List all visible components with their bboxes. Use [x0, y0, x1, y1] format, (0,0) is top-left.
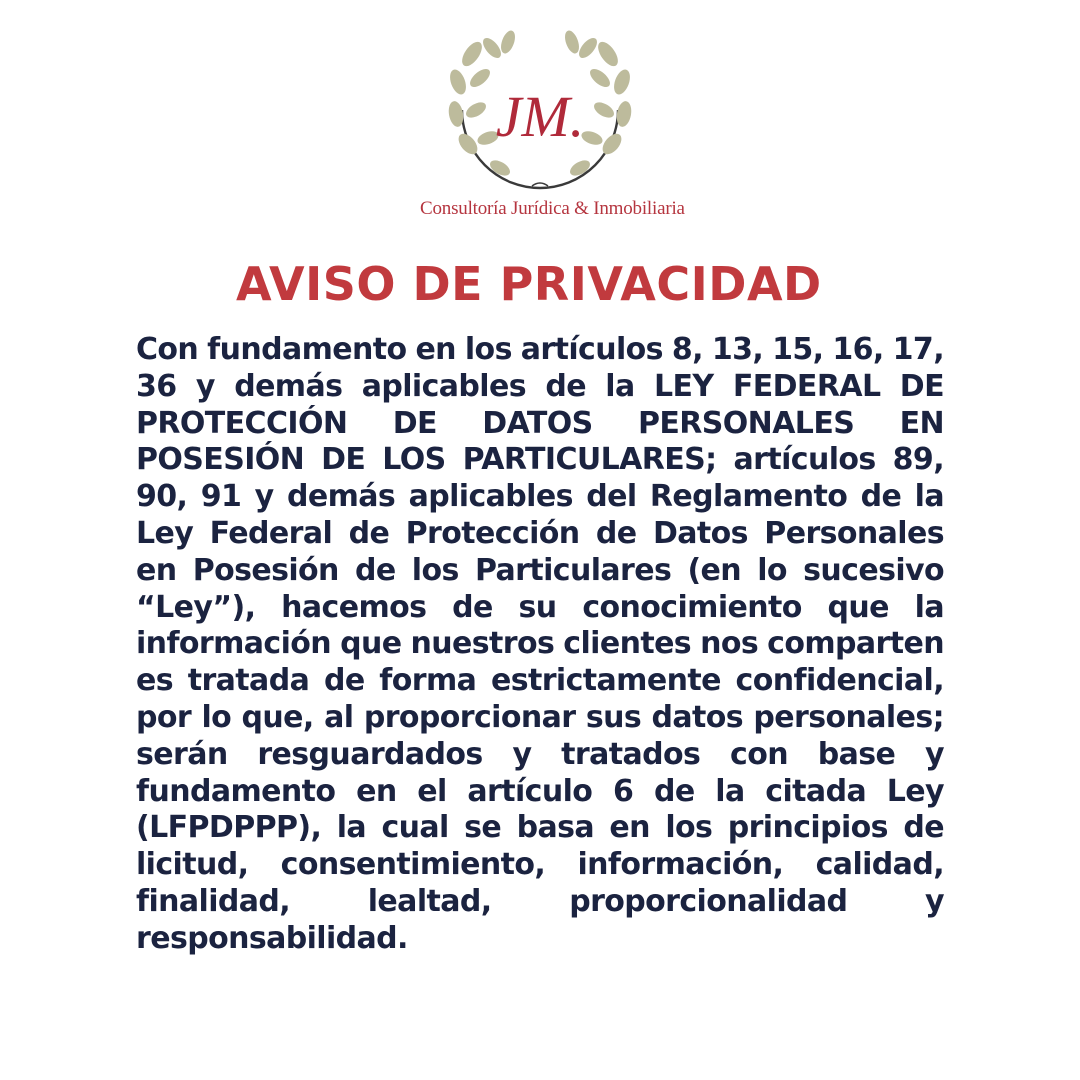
company-logo — [420, 28, 685, 233]
notice-title: AVISO DE PRIVACIDAD — [236, 257, 822, 311]
logo-tagline: Consultoría Jurídica & Inmobiliaria — [420, 198, 685, 219]
monogram-text: JM. — [495, 84, 585, 149]
wreath-emblem — [420, 28, 660, 198]
notice-body: Con fundamento en los artículos 8, 13, 15, 16, 17, 36 y demás aplicables de la LEY FEDERAL DE PROTECCIÓN DE DATOS PERSONALES EN POSESIÓN DE LOS PARTICULARES; artículos 89, 90, 91 y demás aplicables del Reglamento de la Ley Federal de Protección de Datos Personales en Posesión de los Particulares (en lo sucesivo “Ley”), hacemos de su conocimiento que la información que nuestros clientes nos comparten es tratada de forma estrictamente confidencial, por lo que, al proporcionar sus datos personales; serán resguardados y tratados con base y fundamento en el artículo 6 de la citada Ley (LFPDPPP), la cual se basa en los principios de licitud, consentimiento, información, calidad, finalidad, lealtad, proporcionalidad y responsabilidad. — [136, 332, 944, 956]
